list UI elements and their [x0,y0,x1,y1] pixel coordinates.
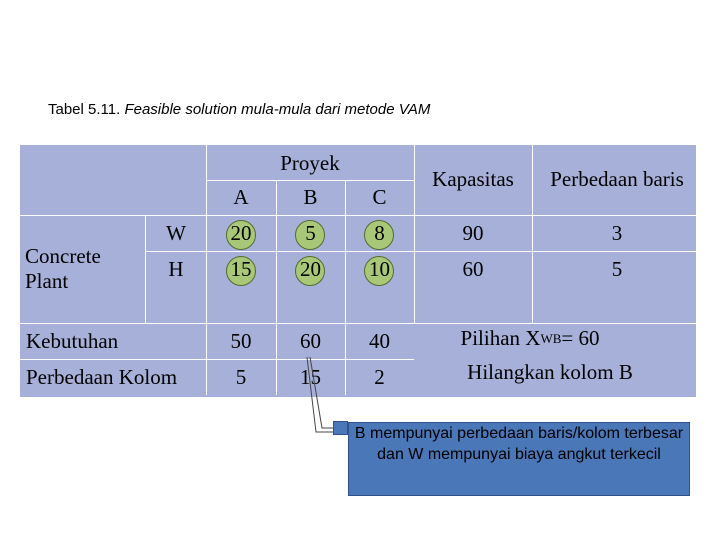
cost-w-c: 8 [374,220,385,245]
plant-label: Concrete Plant [25,243,101,293]
demand-a: 50 [230,328,252,353]
col-diff-label: Perbedaan Kolom [26,364,178,389]
caption-title: Feasible solution mula-mula dari metode VAM [124,101,431,118]
cost-h-a: 15 [230,256,252,281]
callout-tab [333,421,348,435]
demand-label: Kebutuhan [26,328,119,353]
row-diff-w: 3 [611,220,623,245]
row-diff-header: Perbedaan baris [550,167,684,192]
caption-label: Tabel 5.11. [48,101,121,118]
capacity-w: 90 [462,220,484,245]
choice-prefix: Pilihan X [460,326,541,351]
cost-w-a: 20 [230,220,252,245]
col-diff-c: 2 [374,364,385,389]
cost-h-c: 10 [369,256,390,281]
row-label-w: W [166,220,186,245]
choice-sub: WB [540,331,562,347]
callout-box: B mempunyai perbedaan baris/kolom terbesar dan W mempunyai biaya angkut terkecil [348,422,690,496]
cost-w-b: 5 [305,220,316,245]
col-header-c: C [372,185,387,210]
cost-h-b: 20 [300,256,321,281]
demand-c: 40 [369,328,390,353]
proyek-header: Proyek [280,150,340,175]
capacity-h: 60 [462,256,484,281]
col-diff-b: 15 [300,364,321,389]
col-diff-a: 5 [235,364,247,389]
capacity-header: Kapasitas [432,167,514,192]
action-text: Hilangkan kolom B [467,360,633,385]
choice-suffix: = 60 [561,326,600,351]
col-header-b: B [303,185,318,210]
row-label-h: H [168,256,184,281]
col-header-a: A [233,185,249,210]
demand-b: 60 [300,328,321,353]
row-diff-h: 5 [611,256,623,281]
